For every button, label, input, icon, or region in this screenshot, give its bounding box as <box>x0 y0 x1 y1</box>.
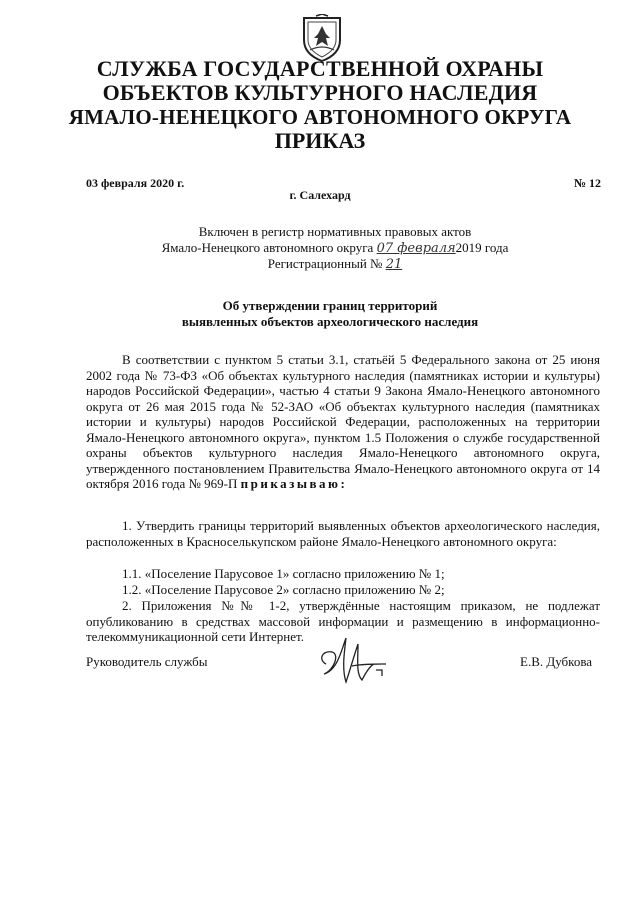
registry-line3 <box>140 256 530 273</box>
document-title <box>0 298 640 330</box>
signatory-position: Руководитель службы <box>86 654 208 669</box>
item-1-1: 1.1. «Поселение Парусовое 1» согласно приложению № 1; <box>122 566 445 581</box>
registry-number-label: Регистрационный № <box>267 256 383 271</box>
registry-line2 <box>140 240 530 257</box>
preamble-text: В соответствии с пунктом 5 статьи 3.1, статьёй 5 Федерального закона от 25 июня 2002 года № 73-ФЗ «Об объектах культурного наследия (памятниках истории и культуры) народов Российской Федерации», частью 4 статьи 9 Закона Ямало-Ненецкого автономного округа от 26 мая 2015 года № 52-ЗАО «Об объектах культурного наследия (памятниках истории и культуры) народов Российской Федерации, расположенных на территории Ямало-Ненецкого автономного округа», пунктом 1.5 Положения о службе государственной охраны объектов культурного наследия Ямало-Ненецкого автономного округа, утвержденного постановлением Правительства Ямало-Ненецкого автономного округа от 14 октября 2016 года № 969-П <box>86 352 600 491</box>
registry-year: 2019 года <box>455 240 509 255</box>
item-1: 1. Утвердить границы территорий выявленных объектов археологического наследия, расположенных в Красноселькупском районе Ямало-Ненецкого автономного округа: <box>86 518 600 549</box>
order-number: № 12 <box>574 176 602 190</box>
title-line2: выявленных объектов археологического наследия <box>181 314 479 329</box>
command-word: приказываю: <box>240 476 348 491</box>
item-1-2: 1.2. «Поселение Парусовое 2» согласно приложению № 2; <box>122 582 445 597</box>
item-2: 2. Приложения №№ 1-2, утверждённые настоящим приказом, не подлежат опубликованию в средствах массовой информации и размещению в информационно-телекоммуникационной сети Интернет. <box>86 598 600 644</box>
preamble-paragraph <box>86 352 600 492</box>
org-name-line2: ОБЪЕКТОВ КУЛЬТУРНОГО НАСЛЕДИЯ <box>102 80 538 105</box>
registry-line1: Включен в регистр нормативных правовых актов <box>198 224 472 239</box>
registry-region: Ямало-Ненецкого автономного округа <box>161 240 374 255</box>
handwritten-signature <box>312 630 398 692</box>
signatory-name: Е.В. Дубкова <box>520 654 593 669</box>
document-type: ПРИКАЗ <box>274 128 366 153</box>
title-line1: Об утверждении границ территорий <box>222 298 438 313</box>
coat-of-arms-icon <box>300 14 344 62</box>
registry-handwritten-date: 07 февраля <box>376 241 456 256</box>
order-city: г. Салехард <box>289 188 351 202</box>
order-date: 03 февраля 2020 г. <box>86 176 185 190</box>
registry-handwritten-number: 21 <box>385 257 403 272</box>
org-name-line3: ЯМАЛО-НЕНЕЦКОГО АВТОНОМНОГО ОКРУГА <box>68 105 572 129</box>
org-name-line1: СЛУЖБА ГОСУДАРСТВЕННОЙ ОХРАНЫ <box>96 56 544 81</box>
